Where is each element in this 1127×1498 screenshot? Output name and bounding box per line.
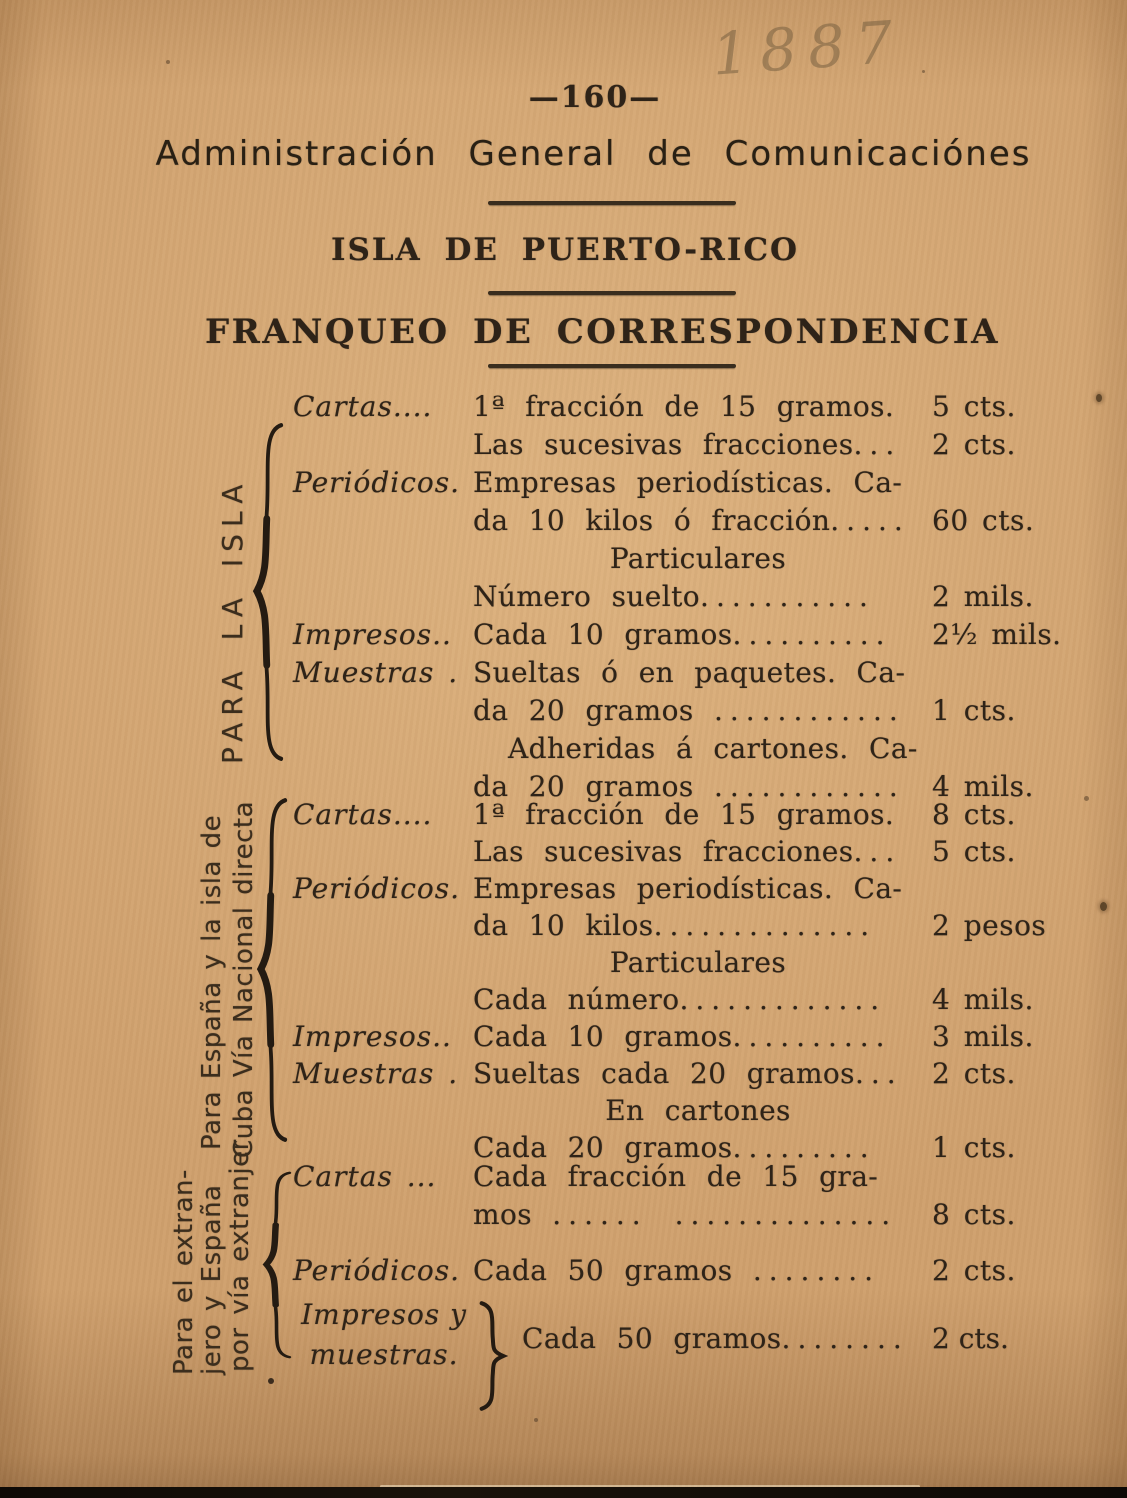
row-price: 2 cts. [932, 1057, 1016, 1090]
table-row [0, 909, 1127, 947]
table-row [0, 580, 1127, 618]
table-row [0, 872, 1127, 910]
section-heading: FRANQUEO DE CORRESPONDENCIA [205, 312, 1000, 352]
row-desc: En cartones [605, 1094, 791, 1127]
side-label-extranjero-line2: jero y España [197, 1184, 227, 1375]
row-price: 4 mils. [932, 770, 1034, 803]
row-desc: Las sucesivas fracciones... [473, 835, 902, 868]
table-row [0, 798, 1127, 836]
row-item: Impresos.. [293, 618, 452, 651]
table-row [0, 1198, 1127, 1236]
table-row [0, 1057, 1127, 1095]
table-row [0, 390, 1127, 428]
row-desc: da 10 kilos.............. [473, 909, 877, 942]
row-desc: da 20 gramos ............ [473, 694, 905, 727]
table-row [0, 946, 1127, 984]
row-desc: da 10 kilos ó fracción..... [473, 504, 910, 537]
island-title: ISLA DE PUERTO-RICO [330, 232, 800, 268]
row-desc: Empresas periodísticas. Ca- [473, 872, 903, 905]
row-price: 2 cts. [932, 1254, 1016, 1287]
row-desc: Sueltas cada 20 gramos... [473, 1057, 903, 1090]
row-desc: 1ª fracción de 15 gramos. [473, 798, 895, 831]
row-price: 8 cts. [932, 1198, 1016, 1231]
divider-rule [488, 291, 736, 295]
scan-edge [0, 1487, 1127, 1498]
row-price: 5 cts. [932, 390, 1016, 423]
row-item: Periódicos. [293, 1254, 461, 1287]
side-label-espana-line1: Para España y la isla de [197, 814, 227, 1150]
row-item: Impresos.. [293, 1020, 452, 1053]
divider-rule [488, 364, 736, 368]
row-price: 5 cts. [932, 835, 1016, 868]
binding-hole [1096, 394, 1102, 402]
table-row [0, 542, 1127, 580]
table-row [0, 1254, 1127, 1292]
row-price: 3 mils. [932, 1020, 1034, 1053]
row-desc: Número suelto........... [473, 580, 875, 613]
row-desc: Empresas periodísticas. Ca- [473, 466, 903, 499]
row-desc: Cada fracción de 15 gra- [473, 1160, 879, 1193]
handwritten-year: 1887 [709, 7, 906, 89]
page-number: —160— [528, 80, 662, 115]
row-price: 8 cts. [932, 798, 1016, 831]
table-row [0, 1020, 1127, 1058]
table-row [0, 618, 1127, 656]
paper-speck [922, 70, 925, 73]
row-item: Periódicos. [293, 466, 461, 499]
group-brace-icon [476, 1300, 508, 1386]
row-item: Impresos y muestras. [301, 1298, 467, 1371]
row-desc: Adheridas á cartones. Ca- [508, 732, 918, 765]
side-label-para-la-isla: PARA LA ISLA [216, 477, 249, 764]
row-price: 2 pesos [932, 909, 1047, 942]
row-desc: da 20 gramos ............ [473, 770, 905, 803]
row-desc: 1ª fracción de 15 gramos. [473, 390, 895, 423]
row-desc: Cada número............. [473, 983, 887, 1016]
row-price: 2½ mils. [932, 618, 1062, 651]
row-item: Cartas ... [293, 1160, 437, 1193]
table-row [0, 983, 1127, 1021]
row-desc: Particulares [609, 542, 787, 575]
row-price: 1 cts. [932, 694, 1016, 727]
table-row [0, 504, 1127, 542]
row-desc: Cada 50 gramos........ [522, 1322, 909, 1355]
row-price: 4 mils. [932, 983, 1034, 1016]
table-row [0, 732, 1127, 770]
paper-speck [268, 1378, 274, 1384]
row-price: 2 cts. [932, 428, 1016, 461]
row-desc: Las sucesivas fracciones... [473, 428, 902, 461]
row-price: 2 cts. [932, 1322, 1009, 1355]
table-row [0, 428, 1127, 466]
row-desc: Sueltas ó en paquetes. Ca- [473, 656, 906, 689]
paper-speck [1084, 796, 1089, 801]
row-desc: Particulares [609, 946, 787, 979]
row-item: Cartas.... [293, 798, 433, 831]
table-row [0, 466, 1127, 504]
row-item: Cartas.... [293, 390, 433, 423]
row-item: Muestras . [293, 656, 459, 689]
side-label-extranjero-line1: Para el extran- [169, 1169, 199, 1375]
side-label-extranjero-line3: por vía extranjer [225, 1139, 255, 1372]
row-desc: Cada 10 gramos.......... [473, 618, 892, 651]
binding-hole [1100, 902, 1107, 911]
row-desc: mos ...... .............. [473, 1198, 898, 1231]
administration-title: Administración General de Comunicaciónes [155, 134, 1032, 174]
row-item: Muestras . [293, 1057, 459, 1090]
table-row [0, 1160, 1127, 1198]
row-desc: Cada 50 gramos ........ [473, 1254, 881, 1287]
table-row [0, 835, 1127, 873]
row-desc: Cada 10 gramos.......... [473, 1020, 892, 1053]
table-row [0, 656, 1127, 694]
row-price: 2 mils. [932, 580, 1034, 613]
table-row [0, 1298, 1127, 1393]
row-desc: Cada 20 gramos......... [473, 1131, 876, 1164]
side-label-espana-line2: Cuba Vía Nacional directa [229, 800, 259, 1158]
row-item: Periódicos. [293, 872, 461, 905]
row-price: 1 cts. [932, 1131, 1016, 1164]
row-price: 60 cts. [932, 504, 1035, 537]
table-row [0, 1094, 1127, 1132]
paper-speck [166, 60, 170, 64]
table-row [0, 694, 1127, 732]
divider-rule [488, 201, 736, 205]
paper-speck [534, 1418, 538, 1422]
